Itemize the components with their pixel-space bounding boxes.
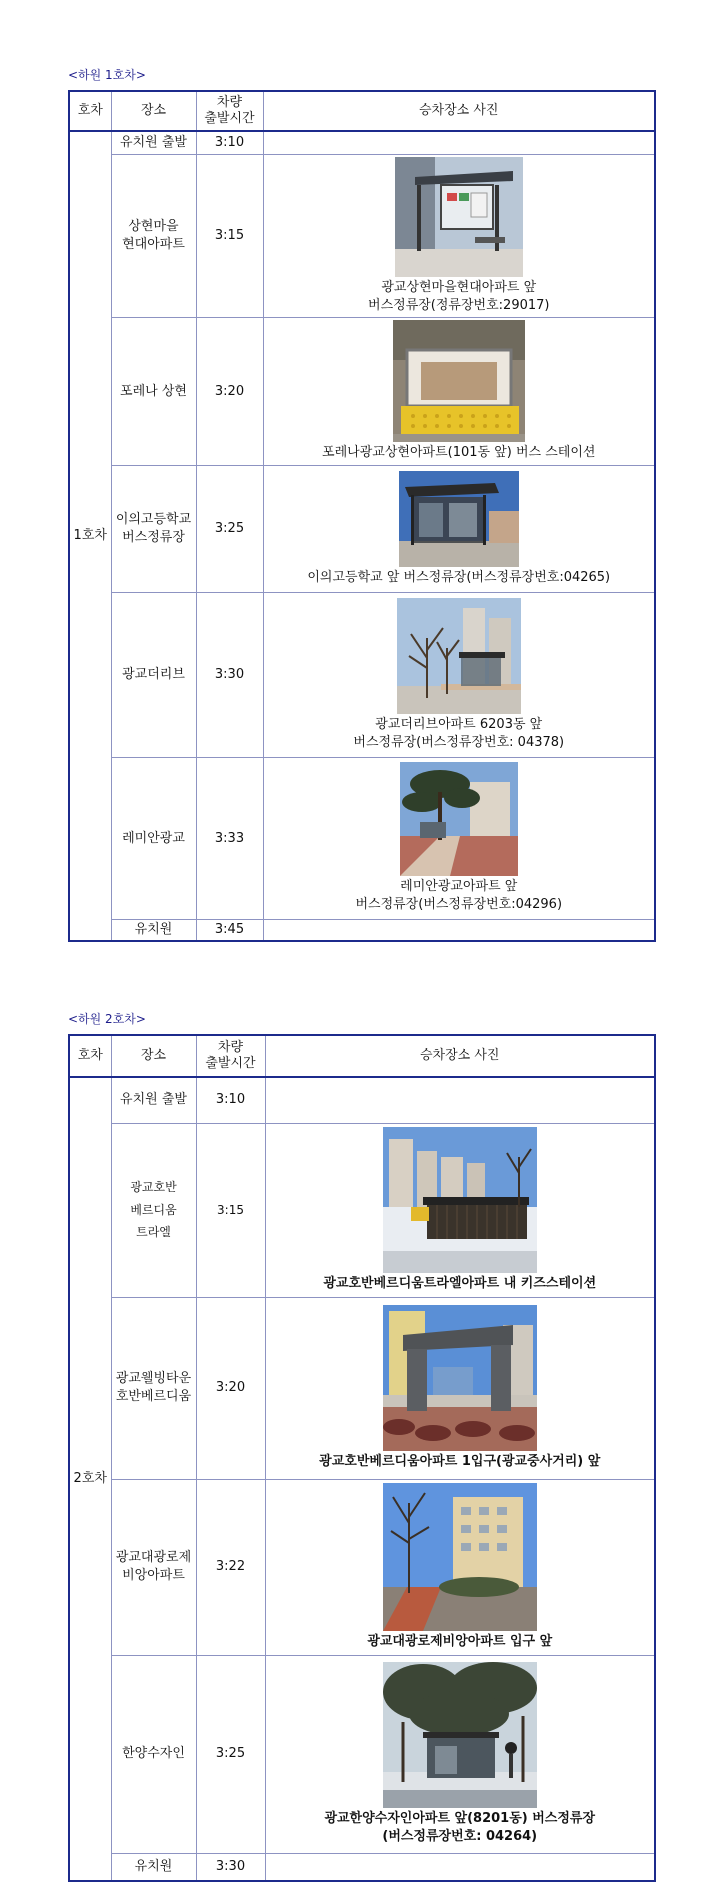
- photo-cell: [263, 757, 655, 919]
- header-photo: 승차장소 사진: [263, 91, 655, 131]
- place-cell: 이의고등학교 버스정류장: [111, 465, 196, 592]
- bus-stop-photo: [383, 1305, 537, 1451]
- photo-caption: 광교호반베르디움트라엘아파트 내 키즈스테이션: [323, 1275, 597, 1291]
- place-cell: 포레나 상현: [111, 317, 196, 465]
- header-place: 장소: [111, 1035, 196, 1077]
- place-cell: 유치원 출발: [111, 1077, 196, 1123]
- bus-stop-photo: [393, 320, 525, 442]
- place-cell: 광교호반 베르디움 트라엘: [111, 1123, 196, 1297]
- bus-stop-photo: [395, 157, 523, 277]
- time-cell: 3:10: [196, 1077, 265, 1123]
- photo-caption: 포레나광교상현아파트(101동 앞) 버스 스테이션: [322, 445, 596, 461]
- place-cell: 상현마을 현대아파트: [111, 154, 196, 317]
- photo-cell: [265, 1123, 655, 1297]
- bus-stop-photo: [383, 1127, 537, 1273]
- header-place: 장소: [111, 91, 196, 131]
- bus-stop-photo: [383, 1483, 537, 1631]
- schedule-table-2: [68, 1034, 656, 1882]
- bus-stop-photo: [400, 762, 518, 876]
- header-photo: 승차장소 사진: [265, 1035, 655, 1077]
- photo-cell: [265, 1297, 655, 1479]
- place-cell: 유치원: [111, 919, 196, 941]
- place-cell: 광교더리브: [111, 592, 196, 757]
- photo-cell: [263, 154, 655, 317]
- place-cell: 광교웰빙타운 호반베르디움: [111, 1297, 196, 1479]
- place-cell: 유치원: [111, 1853, 196, 1881]
- photo-cell: [265, 1479, 655, 1655]
- time-cell: 3:45: [196, 919, 263, 941]
- photo-caption: 이의고등학교 앞 버스정류장(버스정류장번호:04265): [307, 569, 611, 585]
- car-label: 2호차: [69, 1077, 111, 1881]
- photo-caption: 광교상현마을현대아파트 앞 버스정류장(정류장번호:29017): [368, 279, 550, 313]
- time-cell: 3:25: [196, 465, 263, 592]
- schedule-table-1: [68, 90, 656, 942]
- time-cell: 3:15: [196, 1123, 265, 1297]
- time-cell: 3:33: [196, 757, 263, 919]
- bus-stop-photo: [397, 598, 521, 714]
- photo-cell: [263, 465, 655, 592]
- photo-caption: 광교더리브아파트 6203동 앞 버스정류장(버스정류장번호: 04378): [353, 716, 565, 750]
- photo-caption: 광교한양수자인아파트 앞(8201동) 버스정류장 (버스정류장번호: 04264): [324, 1810, 596, 1844]
- photo-cell-empty: [263, 919, 655, 941]
- time-cell: 3:22: [196, 1479, 265, 1655]
- place-cell: 유치원 출발: [111, 131, 196, 154]
- time-cell: 3:20: [196, 1297, 265, 1479]
- photo-caption: 광교대광로제비앙아파트 입구 앞: [367, 1633, 553, 1649]
- photo-caption: 광교호반베르디움아파트 1입구(광교중사거리) 앞: [319, 1453, 601, 1469]
- time-cell: 3:30: [196, 1853, 265, 1881]
- time-cell: 3:30: [196, 592, 263, 757]
- photo-cell: [263, 317, 655, 465]
- time-cell: 3:15: [196, 154, 263, 317]
- bus-stop-photo: [383, 1662, 537, 1808]
- header-time: 차량 출발시간: [196, 1035, 265, 1077]
- header-car: 호차: [69, 91, 111, 131]
- car-label: 1호차: [69, 131, 111, 941]
- header-car: 호차: [69, 1035, 111, 1077]
- photo-cell: [263, 592, 655, 757]
- photo-cell-empty: [263, 131, 655, 154]
- photo-cell: [265, 1655, 655, 1853]
- time-cell: 3:10: [196, 131, 263, 154]
- time-cell: 3:20: [196, 317, 263, 465]
- photo-cell-empty: [265, 1853, 655, 1881]
- section-1-title: <하원 1호차>: [68, 68, 146, 82]
- photo-cell-empty: [265, 1077, 655, 1123]
- time-cell: 3:25: [196, 1655, 265, 1853]
- section-2-title: <하원 2호차>: [68, 1012, 146, 1026]
- header-time: 차량 출발시간: [196, 91, 263, 131]
- place-cell: 레미안광교: [111, 757, 196, 919]
- photo-caption: 레미안광교아파트 앞 버스정류장(버스정류장번호:04296): [355, 879, 563, 913]
- place-cell: 광교대광로제 비앙아파트: [111, 1479, 196, 1655]
- bus-stop-photo: [399, 471, 519, 567]
- place-cell: 한양수자인: [111, 1655, 196, 1853]
